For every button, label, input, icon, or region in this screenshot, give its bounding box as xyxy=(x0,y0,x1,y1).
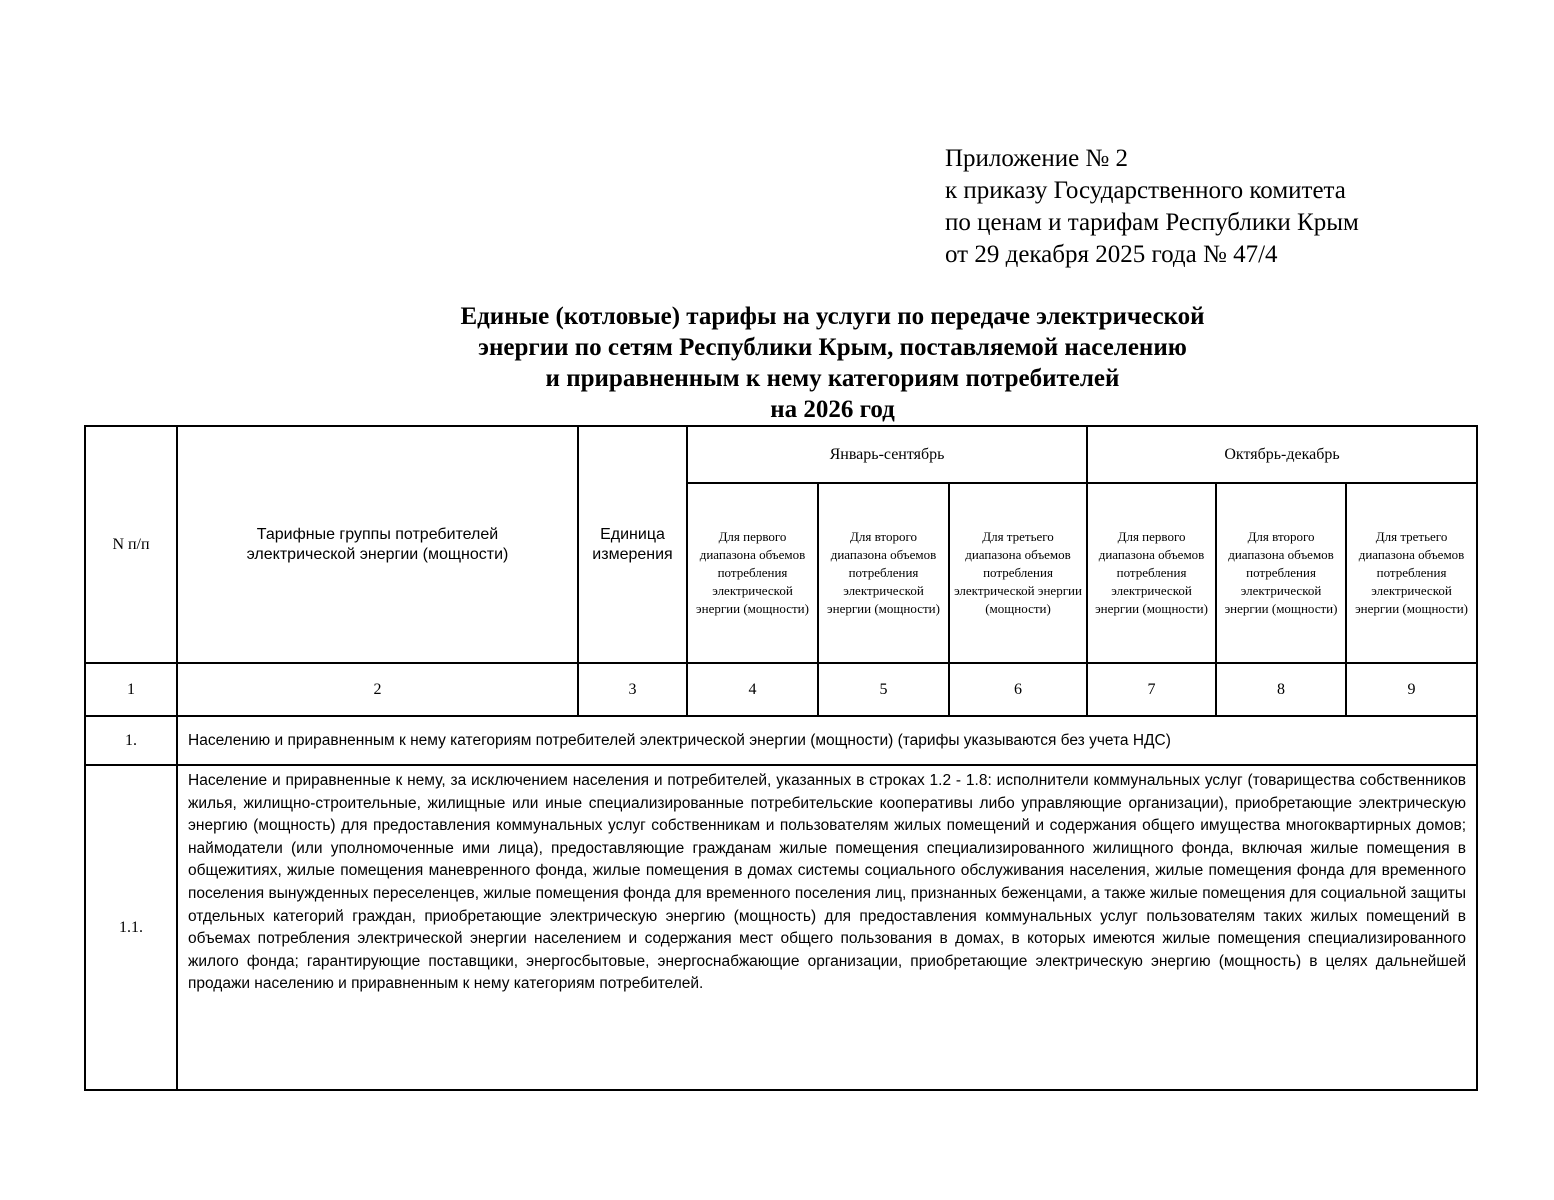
annex-line-2: к приказу Государственного комитета xyxy=(945,177,1346,204)
table-row xyxy=(85,765,1477,1090)
row-number: 1.1. xyxy=(85,765,177,1090)
title-line-3: и приравненным к нему категориям потребителей xyxy=(545,365,1120,392)
column-number: 2 xyxy=(177,663,578,716)
header-num: N п/п xyxy=(85,426,177,663)
row-number: 1. xyxy=(85,716,177,765)
header-period-jan-sep: Январь-сентябрь xyxy=(687,426,1087,483)
header-range-2-jan-sep: Для второго диапазона объемов потребления электрической энергии (мощности) xyxy=(818,483,949,663)
annex-line-3: по ценам и тарифам Республики Крым xyxy=(945,209,1359,236)
tariffs-table xyxy=(84,425,1478,1091)
annex-block xyxy=(945,143,1359,271)
annex-line-4: от 29 декабря 2025 года № 47/4 xyxy=(945,241,1278,268)
column-number: 1 xyxy=(85,663,177,716)
title-line-2: энергии по сетям Республики Крым, поставляемой населению xyxy=(478,334,1187,361)
header-consumer-group: Тарифные группы потребителей электрической энергии (мощности) xyxy=(177,426,578,663)
column-number: 8 xyxy=(1216,663,1346,716)
header-range-1-oct-dec: Для первого диапазона объемов потребления электрической энергии (мощности) xyxy=(1087,483,1216,663)
column-number: 6 xyxy=(949,663,1087,716)
column-number: 7 xyxy=(1087,663,1216,716)
document-title xyxy=(190,301,1475,425)
title-line-1: Единые (котловые) тарифы на услуги по передаче электрической xyxy=(460,303,1205,330)
title-line-4: на 2026 год xyxy=(770,396,895,423)
header-range-3-oct-dec: Для третьего диапазона объемов потребления электрической энергии (мощности) xyxy=(1346,483,1477,663)
header-range-3-jan-sep: Для третьего диапазона объемов потребления электрической энергии (мощности) xyxy=(949,483,1087,663)
header-row-1 xyxy=(85,426,1477,483)
column-number: 5 xyxy=(818,663,949,716)
column-number: 4 xyxy=(687,663,818,716)
header-range-1-jan-sep: Для первого диапазона объемов потребления электрической энергии (мощности) xyxy=(687,483,818,663)
row-description: Населению и приравненным к нему категориям потребителей электрической энергии (мощности) (тарифы указываются без учета НДС) xyxy=(177,716,1477,765)
header-unit: Единица измерения xyxy=(578,426,687,663)
header-range-2-oct-dec: Для второго диапазона объемов потребления электрической энергии (мощности) xyxy=(1216,483,1346,663)
header-period-oct-dec: Октябрь-декабрь xyxy=(1087,426,1477,483)
column-numbers-row xyxy=(85,663,1477,716)
table-row xyxy=(85,716,1477,765)
row-description: Население и приравненные к нему, за исключением населения и потребителей, указанных в строках 1.2 - 1.8: исполнители коммунальных услуг (товарищества собственников жилья, жилищно-строительные, жилищные или иные специализированные потребительские кооперативы либо управляющие организации), приобретающие электрическую энергию (мощность) для предоставления коммунальных услуг собственникам и пользователям жилых помещений и содержания общего имущества многоквартирных домов; наймодатели (или уполномоченные ими лица), предоставляющие гражданам жилые помещения специализированного жилищного фонда, включая жилые помещения в общежитиях, жилые помещения маневренного фонда, жилые помещения в домах системы социального обслуживания населения, жилые помещения фонда для временного поселения вынужденных переселенцев, жилые помещения фонда для временного поселения лиц, признанных беженцами, а также жилые помещения для социальной защиты отдельных категорий граждан, приобретающие электрическую энергию (мощность) для предоставления коммунальных услуг пользователям таких жилых помещений в объемах потребления электрической энергии населением и содержания мест общего пользования в домах, в которых имеются жилые помещения специализированного жилого фонда; гарантирующие поставщики, энергосбытовые, энергоснабжающие организации, приобретающие электрическую энергию (мощность) в целях дальнейшей продажи населению и приравненным к нему категориям потребителей. xyxy=(177,765,1477,1090)
annex-line-1: Приложение № 2 xyxy=(945,145,1129,172)
column-number: 3 xyxy=(578,663,687,716)
column-number: 9 xyxy=(1346,663,1477,716)
